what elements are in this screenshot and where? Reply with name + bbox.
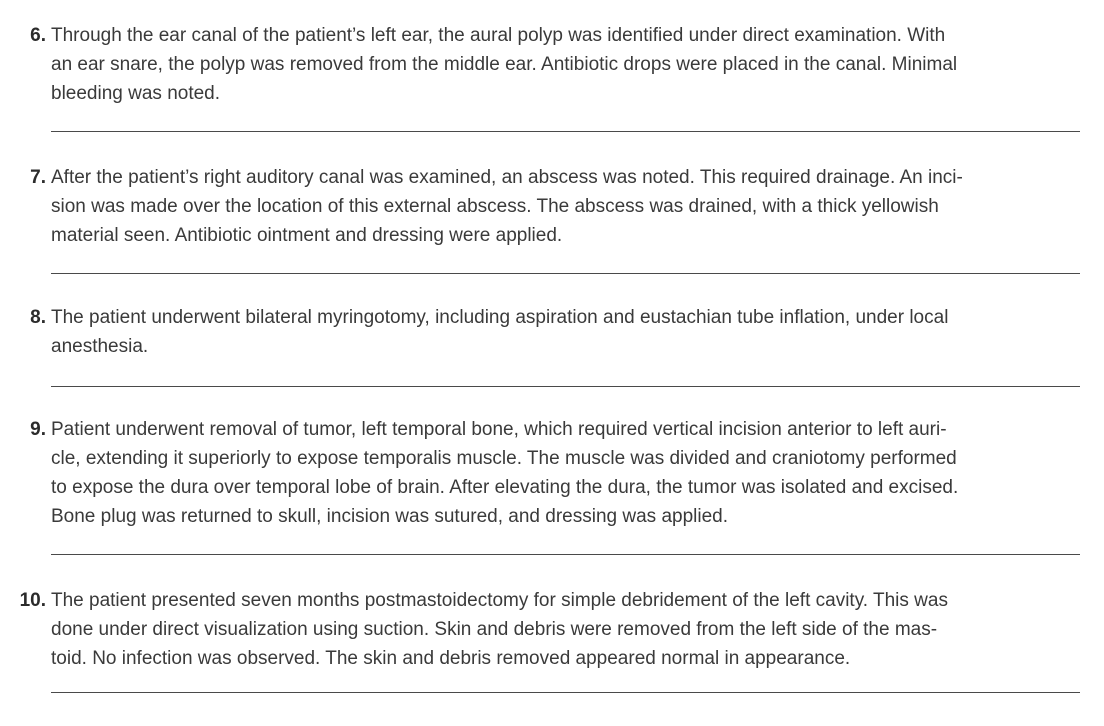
question-text-line: The patient underwent bilateral myringotomy, including aspiration and eustachian tube inflation, under local (51, 307, 949, 328)
question-text-line: cle, extending it superiorly to expose temporalis muscle. The muscle was divided and craniotomy performed (51, 448, 957, 469)
question-text (51, 303, 1087, 361)
question-text-line: Through the ear canal of the patient’s left ear, the aural polyp was identified under direct examination. With (51, 25, 946, 46)
question-text-line: bleeding was noted. (51, 83, 221, 104)
question-6 (0, 21, 1104, 141)
answer-line (51, 273, 1080, 274)
question-text (51, 586, 1087, 673)
question-text-line: Patient underwent removal of tumor, left temporal bone, which required vertical incision anterior to left auri- (51, 419, 947, 440)
question-text-line: sion was made over the location of this external abscess. The abscess was drained, with a thick yellowish (51, 196, 939, 217)
question-text-line: an ear snare, the polyp was removed from the middle ear. Antibiotic drops were placed in the canal. Minimal (51, 54, 958, 75)
question-text-line: anesthesia. (51, 336, 149, 357)
question-text (51, 163, 1087, 250)
question-text-line: Bone plug was returned to skull, incision was sutured, and dressing was applied. (51, 506, 728, 527)
answer-line (51, 554, 1080, 555)
answer-line (51, 131, 1080, 132)
question-7 (0, 163, 1104, 283)
question-number: 6. (30, 25, 46, 46)
answer-line (51, 692, 1080, 693)
question-8 (0, 303, 1104, 423)
question-text (51, 415, 1087, 531)
question-number: 7. (30, 167, 46, 188)
question-text-line: material seen. Antibiotic ointment and dressing were applied. (51, 225, 563, 246)
question-text-line: toid. No infection was observed. The skin and debris removed appeared normal in appearance. (51, 648, 851, 669)
question-text-line: to expose the dura over temporal lobe of brain. After elevating the dura, the tumor was isolated and excised. (51, 477, 959, 498)
question-text-line: done under direct visualization using suction. Skin and debris were removed from the left side of the mas- (51, 619, 938, 640)
answer-line (51, 386, 1080, 387)
question-number: 9. (30, 419, 46, 440)
question-text-line: The patient presented seven months postmastoidectomy for simple debridement of the left cavity. This was (51, 590, 948, 611)
question-number: 10. (19, 590, 46, 611)
question-number: 8. (30, 307, 46, 328)
question-9 (0, 415, 1104, 565)
question-10 (0, 586, 1104, 706)
question-text (51, 21, 1087, 108)
question-text-line: After the patient’s right auditory canal was examined, an abscess was noted. This required drainage. An inci- (51, 167, 963, 188)
